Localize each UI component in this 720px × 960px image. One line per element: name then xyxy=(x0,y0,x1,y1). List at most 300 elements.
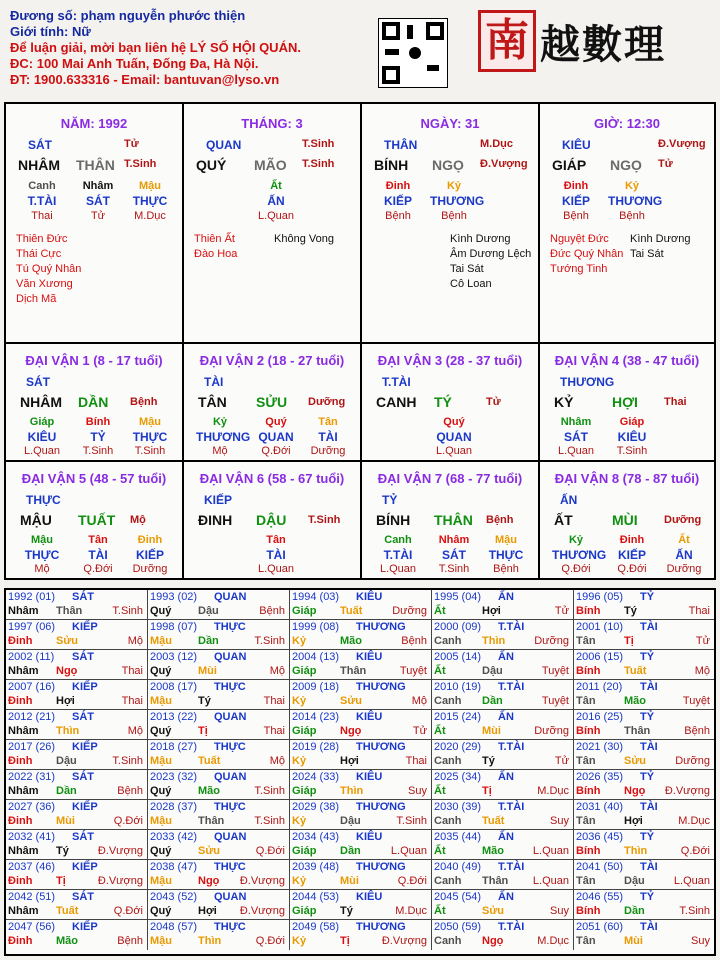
dai-van-god: ẤN xyxy=(560,493,578,507)
year-branch: Thìn xyxy=(340,785,364,797)
year-stem: Mậu xyxy=(150,815,172,827)
year-branch: Tị xyxy=(624,635,634,647)
stars-list-b xyxy=(274,232,334,247)
year-stem: Canh xyxy=(434,755,462,767)
year-stage: Tử xyxy=(412,725,427,737)
dv-hidden-stem: Quý xyxy=(443,416,465,428)
year-stage: Bệnh xyxy=(684,725,710,737)
year-cell xyxy=(6,740,148,770)
dai-van-cell xyxy=(6,344,184,462)
year-stage: T.Sinh xyxy=(679,905,710,917)
hidden-stem: Kỷ xyxy=(624,180,640,192)
dai-van-stem: TÂN xyxy=(198,394,227,410)
year-cell xyxy=(148,800,290,830)
year-branch: Dần xyxy=(56,785,77,797)
year-god: QUAN xyxy=(214,771,247,783)
hidden-stem: Canh xyxy=(28,180,56,192)
year-stage: Dưỡng xyxy=(534,635,569,647)
dai-van-stage: Mộ xyxy=(130,514,146,526)
year-branch: Ngọ xyxy=(624,785,646,797)
year-stem: Ất xyxy=(434,905,446,917)
dv-hidden-god: SÁT xyxy=(442,548,466,562)
year-stem: Tân xyxy=(576,695,596,707)
qr-code-icon[interactable] xyxy=(378,18,448,88)
year-cell xyxy=(148,680,290,710)
dv-hidden-stem: Quý xyxy=(265,416,287,428)
dv-hidden-stage: Mộ xyxy=(34,563,50,575)
header xyxy=(10,8,301,88)
year-label: 2038 (47) xyxy=(150,861,198,873)
year-god: KIẾP xyxy=(72,801,98,813)
year-god: KIẾP xyxy=(72,741,98,753)
heavenly-stem: NHÂM xyxy=(18,157,60,173)
year-stage: Tử xyxy=(554,755,569,767)
pillar-cell xyxy=(540,104,714,344)
earthly-branch: NGỌ xyxy=(610,157,642,173)
dai-van-title: ĐẠI VẬN 6 (58 - 67 tuổi) xyxy=(199,471,345,486)
year-label: 2032 (41) xyxy=(8,831,56,843)
year-label: 2039 (48) xyxy=(292,861,340,873)
hidden-god: T.TÀI xyxy=(27,194,57,208)
year-branch: Thân xyxy=(624,725,651,737)
year-stage: Q.Đới xyxy=(397,875,427,887)
year-label: 2031 (40) xyxy=(576,801,624,813)
year-branch: Tị xyxy=(482,785,492,797)
year-branch: Dậu xyxy=(198,605,219,617)
dv-hidden-god: TÀI xyxy=(266,548,286,562)
year-stage: Suy xyxy=(691,935,710,947)
year-cell xyxy=(432,800,574,830)
dv-hidden-god: KIÊU xyxy=(27,430,57,444)
stars-list-b xyxy=(450,232,531,292)
year-stem: Quý xyxy=(150,845,172,857)
year-stage: Đ.Vượng xyxy=(97,875,143,887)
dai-van-title: ĐẠI VẬN 1 (8 - 17 tuổi) xyxy=(25,353,163,368)
year-god: SÁT xyxy=(72,651,94,663)
year-label: 2044 (53) xyxy=(292,891,340,903)
year-branch: Dần xyxy=(482,695,503,707)
year-god: QUAN xyxy=(214,891,247,903)
year-stem: Tân xyxy=(576,755,596,767)
dai-van-stage: Tử xyxy=(486,396,501,408)
year-label: 2035 (44) xyxy=(434,831,482,843)
brand-logo xyxy=(478,10,666,72)
year-cell xyxy=(432,680,574,710)
branch-stage: T.Sinh xyxy=(302,158,335,170)
year-stage: Suy xyxy=(550,905,569,917)
year-branch: Sửu xyxy=(56,635,79,647)
year-label: 2012 (21) xyxy=(8,711,56,723)
year-branch: Tý xyxy=(56,845,69,857)
hidden-stem: Ất xyxy=(270,180,282,192)
dv-hidden-stem: Giáp xyxy=(29,416,55,428)
year-god: ẤN xyxy=(498,711,514,723)
year-god: SÁT xyxy=(72,831,94,843)
year-god: T.TÀI xyxy=(498,681,525,693)
year-label: 2018 (27) xyxy=(150,741,198,753)
year-stem: Tân xyxy=(576,635,596,647)
year-stem: Nhâm xyxy=(8,785,39,797)
seal-icon: 南 xyxy=(478,10,536,72)
year-stem: Đinh xyxy=(8,875,33,887)
year-stem: Quý xyxy=(150,905,172,917)
year-stage: Mộ xyxy=(411,695,427,707)
dv-hidden-stem: Mậu xyxy=(495,534,517,546)
year-stage: Q.Đới xyxy=(680,845,710,857)
year-stem: Nhâm xyxy=(8,605,39,617)
year-label: 2024 (33) xyxy=(292,771,340,783)
dai-van-cell xyxy=(6,462,184,580)
dv-hidden-stage: Q.Đới xyxy=(83,563,113,575)
pillar-god: KIÊU xyxy=(562,138,591,152)
year-stem: Kỷ xyxy=(292,815,307,827)
year-cell xyxy=(290,770,432,800)
year-stem: Kỷ xyxy=(292,635,307,647)
year-branch: Sửu xyxy=(340,695,363,707)
star-item: Tai Sát xyxy=(450,263,484,275)
hidden-stem: Đinh xyxy=(563,180,589,192)
branch-stage: Đ.Vượng xyxy=(480,158,528,170)
year-stage: Bệnh xyxy=(117,785,143,797)
dv-hidden-stage: L.Quan xyxy=(435,445,473,457)
heavenly-stem: GIÁP xyxy=(552,157,587,173)
year-stage: Đ.Vượng xyxy=(381,935,427,947)
year-stage: Dưỡng xyxy=(675,755,710,767)
year-stem: Đinh xyxy=(8,815,33,827)
year-stem: Giáp xyxy=(292,845,317,857)
year-stem: Canh xyxy=(434,935,462,947)
year-god: KIÊU xyxy=(356,711,383,723)
year-cell xyxy=(6,890,148,920)
year-stem: Bính xyxy=(576,725,601,737)
star-item: Kình Dương xyxy=(630,233,691,245)
year-stem: Canh xyxy=(434,695,462,707)
dai-van-stage: Dưỡng xyxy=(308,396,346,408)
dai-van-stage: Bệnh xyxy=(130,396,158,408)
year-branch: Hợi xyxy=(624,815,643,827)
year-god: TỶ xyxy=(640,831,655,843)
year-stem: Kỷ xyxy=(292,755,307,767)
earthly-branch: MÃO xyxy=(254,157,287,173)
year-god: KIẾP xyxy=(72,921,98,933)
year-branch: Sửu xyxy=(482,905,505,917)
hidden-god: SÁT xyxy=(86,194,110,208)
year-branch: Sửu xyxy=(624,755,647,767)
year-cell xyxy=(6,860,148,890)
hidden-stage: Bệnh xyxy=(385,210,411,222)
year-stage: T.Sinh xyxy=(112,755,143,767)
year-god: T.TÀI xyxy=(498,621,525,633)
year-god: TÀI xyxy=(640,921,658,933)
dai-van-god: TÀI xyxy=(204,375,224,389)
year-cell xyxy=(574,920,714,950)
dai-van-cell xyxy=(540,462,714,580)
pillar-god-stage: T.Sinh xyxy=(302,138,335,150)
year-branch: Thân xyxy=(482,875,509,887)
pillar-title: GIỜ: 12:30 xyxy=(593,116,660,131)
year-label: 2020 (29) xyxy=(434,741,482,753)
pillar-title: NGÀY: 31 xyxy=(420,116,480,131)
dv-hidden-god: THỰC xyxy=(24,548,60,562)
year-cell xyxy=(574,740,714,770)
year-stage: Đ.Vượng xyxy=(97,845,143,857)
star-item: Dịch Mã xyxy=(16,293,57,305)
year-branch: Tị xyxy=(56,875,66,887)
hidden-stem: Mậu xyxy=(139,180,161,192)
contact-note: Để luận giải, mời bạn liên hệ LÝ SỐ HỘI QUÁN. xyxy=(10,40,301,55)
year-god: SÁT xyxy=(72,711,94,723)
year-branch: Tị xyxy=(198,725,208,737)
year-label: 2041 (50) xyxy=(576,861,624,873)
year-label: 2006 (15) xyxy=(576,651,624,663)
year-stage: Suy xyxy=(550,815,569,827)
year-branch: Tuất xyxy=(56,905,79,917)
year-label: 1993 (02) xyxy=(150,591,198,603)
year-god: THƯƠNG xyxy=(356,801,406,813)
dv-hidden-stem: Giáp xyxy=(619,416,645,428)
dai-van-branch: DẦN xyxy=(78,394,109,410)
year-stage: Tuyệt xyxy=(399,665,427,677)
year-branch: Dần xyxy=(624,905,645,917)
pillar-cell xyxy=(6,104,184,344)
dv-hidden-god: TỶ xyxy=(90,430,106,444)
year-god: THỰC xyxy=(214,621,246,633)
hidden-stem: Đinh xyxy=(385,180,411,192)
year-label: 2040 (49) xyxy=(434,861,482,873)
year-stage: Dưỡng xyxy=(534,725,569,737)
year-branch: Tý xyxy=(198,695,211,707)
year-label: 1996 (05) xyxy=(576,591,624,603)
year-label: 2033 (42) xyxy=(150,831,198,843)
year-label: 2015 (24) xyxy=(434,711,482,723)
year-god: TÀI xyxy=(640,681,658,693)
year-stage: Bệnh xyxy=(259,605,285,617)
year-god: QUAN xyxy=(214,651,247,663)
year-cell xyxy=(148,740,290,770)
pillar-god-stage: M.Dục xyxy=(480,138,513,150)
star-item: Cô Loan xyxy=(450,278,492,290)
dv-hidden-god: KIẾP xyxy=(617,548,646,562)
dv-hidden-god: KIÊU xyxy=(617,430,647,444)
dv-hidden-god: ẤN xyxy=(675,548,693,562)
dv-hidden-stem: Mậu xyxy=(31,534,53,546)
year-cell xyxy=(290,830,432,860)
year-stem: Quý xyxy=(150,665,172,677)
year-stem: Đinh xyxy=(8,635,33,647)
dai-van-god: TỶ xyxy=(382,493,398,507)
year-stem: Ất xyxy=(434,725,446,737)
year-stem: Giáp xyxy=(292,905,317,917)
year-stem: Quý xyxy=(150,785,172,797)
year-god: THƯƠNG xyxy=(356,741,406,753)
hidden-god: ẤN xyxy=(267,194,285,208)
dai-van-branch: THÂN xyxy=(434,512,473,528)
dai-van-cell xyxy=(540,344,714,462)
dai-van-stage: Bệnh xyxy=(486,514,514,526)
dv-hidden-god: QUAN xyxy=(258,430,294,444)
dai-van-god: THƯƠNG xyxy=(560,375,615,389)
year-god: ẤN xyxy=(498,831,514,843)
pillar-cell xyxy=(362,104,540,344)
year-stage: M.Dục xyxy=(537,935,569,947)
dai-van-branch: HỢI xyxy=(612,394,638,410)
year-cell xyxy=(574,800,714,830)
year-god: TỶ xyxy=(640,711,655,723)
year-stage: Mộ xyxy=(694,665,710,677)
year-branch: Sửu xyxy=(198,845,221,857)
year-branch: Dần xyxy=(198,635,219,647)
dai-van-title: ĐẠI VẬN 7 (68 - 77 tuổi) xyxy=(377,471,523,486)
year-cell xyxy=(148,890,290,920)
year-label: 2016 (25) xyxy=(576,711,624,723)
year-branch: Tuất xyxy=(482,815,505,827)
phone-email[interactable]: ĐT: 1900.633316 - Email: bantuvan@lyso.vn xyxy=(10,72,280,87)
year-label: 1998 (07) xyxy=(150,621,198,633)
year-branch: Tý xyxy=(482,755,495,767)
dv-hidden-god: KIẾP xyxy=(135,548,164,562)
year-god: KIẾP xyxy=(72,861,98,873)
year-branch: Dậu xyxy=(340,815,361,827)
dv-hidden-stem: Tân xyxy=(88,534,108,546)
dai-van-god: T.TÀI xyxy=(382,375,411,389)
dv-hidden-stem: Nhâm xyxy=(438,534,470,546)
dai-van-god: SÁT xyxy=(26,375,50,389)
year-stem: Bính xyxy=(576,785,601,797)
year-cell xyxy=(432,590,574,620)
year-branch: Mão xyxy=(624,695,646,707)
hidden-god: THƯƠNG xyxy=(430,194,485,208)
year-god: THỰC xyxy=(214,681,246,693)
year-stage: Q.Đới xyxy=(113,815,143,827)
year-stage: T.Sinh xyxy=(254,815,285,827)
year-branch: Dậu xyxy=(56,755,77,767)
year-label: 2045 (54) xyxy=(434,891,482,903)
year-stem: Kỷ xyxy=(292,695,307,707)
year-label: 2022 (31) xyxy=(8,771,56,783)
dv-hidden-stem: Ất xyxy=(678,534,690,546)
year-label: 1994 (03) xyxy=(292,591,340,603)
year-stage: Đ.Vượng xyxy=(239,875,285,887)
year-label: 2014 (23) xyxy=(292,711,340,723)
year-cell xyxy=(290,710,432,740)
year-cell xyxy=(574,650,714,680)
dv-hidden-god: THỰC xyxy=(488,548,524,562)
year-branch: Hợi xyxy=(340,755,359,767)
year-cell xyxy=(6,650,148,680)
year-god: KIẾP xyxy=(72,681,98,693)
year-label: 2042 (51) xyxy=(8,891,56,903)
year-cell xyxy=(574,770,714,800)
year-stage: L.Quan xyxy=(673,875,710,887)
hidden-stage: Bệnh xyxy=(563,210,589,222)
dv-hidden-stem: Kỷ xyxy=(212,416,228,428)
year-stem: Giáp xyxy=(292,665,317,677)
year-label: 2005 (14) xyxy=(434,651,482,663)
dai-van-stem: MẬU xyxy=(20,512,52,528)
year-stem: Giáp xyxy=(292,725,317,737)
year-cell xyxy=(290,680,432,710)
dv-hidden-stage: T.Sinh xyxy=(82,445,114,457)
year-cell xyxy=(148,620,290,650)
hidden-stage: Thai xyxy=(31,210,53,222)
year-label: 2010 (19) xyxy=(434,681,482,693)
year-god: THỰC xyxy=(214,921,246,933)
year-branch: Thân xyxy=(198,815,225,827)
year-cell xyxy=(290,860,432,890)
year-stem: Ất xyxy=(434,845,446,857)
dv-hidden-stem: Nhâm xyxy=(560,416,592,428)
year-label: 2048 (57) xyxy=(150,921,198,933)
heavenly-stem: BÍNH xyxy=(374,157,409,173)
year-label: 2047 (56) xyxy=(8,921,56,933)
pillar-god: SÁT xyxy=(28,138,52,152)
star-item: Thiên Đức xyxy=(16,233,68,245)
pillar-title: NĂM: 1992 xyxy=(60,116,128,131)
year-stem: Ất xyxy=(434,665,446,677)
year-label: 2017 (26) xyxy=(8,741,56,753)
year-stage: M.Dục xyxy=(678,815,710,827)
year-label: 2051 (60) xyxy=(576,921,624,933)
stars-list-b xyxy=(630,232,690,262)
year-god: THƯƠNG xyxy=(356,921,406,933)
hidden-god: KIẾP xyxy=(561,194,590,208)
year-branch: Tuất xyxy=(198,755,221,767)
dv-hidden-stage: L.Quan xyxy=(379,563,417,575)
year-stage: Đ.Vượng xyxy=(664,785,710,797)
star-item: Thái Cực xyxy=(16,248,62,260)
year-stem: Tân xyxy=(576,815,596,827)
year-stem: Ất xyxy=(434,785,446,797)
stars-list-a xyxy=(194,232,237,262)
year-god: TÀI xyxy=(640,621,658,633)
year-god: TỶ xyxy=(640,891,655,903)
dai-van-title: ĐẠI VẬN 8 (78 - 87 tuổi) xyxy=(554,471,700,486)
year-stem: Ất xyxy=(434,605,446,617)
dv-hidden-stage: Dưỡng xyxy=(310,445,346,457)
year-god: ẤN xyxy=(498,591,514,603)
year-stage: L.Quan xyxy=(532,875,569,887)
dv-hidden-stem: Tân xyxy=(318,416,338,428)
owner-name: Đương số: phạm nguyễn phước thiện xyxy=(10,8,246,23)
dv-hidden-stage: Q.Đới xyxy=(561,563,591,575)
year-cell xyxy=(290,590,432,620)
year-stem: Nhâm xyxy=(8,845,39,857)
year-branch: Dậu xyxy=(482,665,503,677)
dv-hidden-stage: Bệnh xyxy=(493,563,519,575)
dai-van-stem: NHÂM xyxy=(20,394,62,410)
year-cell xyxy=(432,860,574,890)
branch-stage: T.Sinh xyxy=(124,158,157,170)
dai-van-god: KIẾP xyxy=(204,493,233,507)
year-god: THƯƠNG xyxy=(356,681,406,693)
year-god: T.TÀI xyxy=(498,741,525,753)
dv-hidden-god: THƯƠNG xyxy=(196,430,251,444)
year-cell xyxy=(6,770,148,800)
dai-van-god: THỰC xyxy=(26,493,61,507)
year-branch: Tị xyxy=(340,935,350,947)
year-label: 2004 (13) xyxy=(292,651,340,663)
year-branch: Tý xyxy=(340,905,353,917)
dv-hidden-stage: Dưỡng xyxy=(666,563,702,575)
year-stage: Đ.Vượng xyxy=(239,905,285,917)
year-label: 2007 (16) xyxy=(8,681,56,693)
year-branch: Thìn xyxy=(198,935,222,947)
dv-hidden-stage: L.Quan xyxy=(257,563,295,575)
year-label: 2023 (32) xyxy=(150,771,198,783)
star-item: Thiên Ất xyxy=(194,233,235,245)
earthly-branch: NGỌ xyxy=(432,157,464,173)
year-stage: Thai xyxy=(263,695,285,707)
